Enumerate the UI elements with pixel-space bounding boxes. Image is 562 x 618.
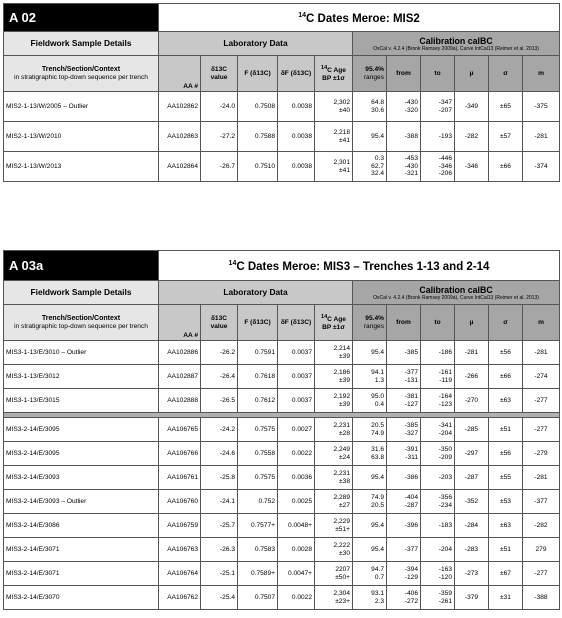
- context-cell: MIS3-2-14/E/3093 – Outlier: [4, 490, 159, 514]
- df-cell: 0.0038: [278, 152, 315, 182]
- aa-cell: AA102888: [159, 389, 201, 413]
- table-tag: A 02: [4, 4, 159, 32]
- sigma-cell: ±63: [489, 514, 523, 538]
- f-cell: 0.7618: [238, 365, 278, 389]
- m-cell: -274: [523, 365, 560, 389]
- from-cell: -377: [387, 538, 421, 562]
- sigma-cell: ±67: [489, 562, 523, 586]
- from-cell: -406 -272: [387, 586, 421, 610]
- from-column-header: from: [387, 305, 421, 341]
- df-cell: 0.0038: [278, 92, 315, 122]
- mu-cell: -346: [455, 152, 489, 182]
- m-cell: -375: [523, 92, 560, 122]
- context-cell: MIS3-1-13/E/3010 – Outlier: [4, 341, 159, 365]
- from-cell: -381 -127: [387, 389, 421, 413]
- mu-cell: -349: [455, 92, 489, 122]
- aa-cell: AA106762: [159, 586, 201, 610]
- mu-cell: -285: [455, 418, 489, 442]
- table-row: [4, 490, 560, 514]
- df-cell: 0.0037: [278, 389, 315, 413]
- sigma-cell: ±55: [489, 466, 523, 490]
- calibration-header: Calibration calBC OxCal v. 4.2.4 (Bronk Ramsey 2009a), Curve IntCal13 (Reimer et al. 2013): [353, 32, 560, 56]
- sigma-cell: ±63: [489, 389, 523, 413]
- df-cell: 0.0038: [278, 122, 315, 152]
- context-column-header: Trench/Section/Context in stratigraphic top-down sequence per trench: [4, 305, 159, 341]
- context-cell: MIS3-1-13/E/3012: [4, 365, 159, 389]
- from-cell: -453 -430 -321: [387, 152, 421, 182]
- sigma-cell: ±56: [489, 442, 523, 466]
- context-cell: MIS3-2-14/E/3093: [4, 466, 159, 490]
- age-cell: 2,304 ±23+: [315, 586, 353, 610]
- sigma-cell: ±65: [489, 92, 523, 122]
- to-cell: -350 -209: [421, 442, 455, 466]
- f-cell: 0.7583: [238, 538, 278, 562]
- mu-cell: -283: [455, 538, 489, 562]
- f-cell: 0.7577+: [238, 514, 278, 538]
- range-pct-cell: 64.8 30.6: [353, 92, 387, 122]
- table-mis2: [3, 3, 559, 182]
- d13c-cell: -24.0: [201, 92, 238, 122]
- table-row: [4, 562, 560, 586]
- d13c-cell: -25.4: [201, 586, 238, 610]
- sigma-cell: ±31: [489, 586, 523, 610]
- sigma-cell: ±66: [489, 365, 523, 389]
- f-cell: 0.7510: [238, 152, 278, 182]
- mu-column-header: μ: [455, 56, 489, 92]
- d13c-cell: -26.3: [201, 538, 238, 562]
- ranges-column-header: 95.4% ranges: [353, 305, 387, 341]
- range-pct-cell: 94.1 1.3: [353, 365, 387, 389]
- d13c-column-header: δ13C value: [201, 305, 238, 341]
- m-cell: -277: [523, 562, 560, 586]
- aa-cell: AA106766: [159, 442, 201, 466]
- m-column-header: m: [523, 305, 560, 341]
- from-cell: -386: [387, 466, 421, 490]
- range-pct-cell: 93.1 2.3: [353, 586, 387, 610]
- age-column-header: $^{14}$C Age BP ±1σ: [315, 56, 353, 92]
- mu-cell: -266: [455, 365, 489, 389]
- age-cell: 2,229 ±51+: [315, 514, 353, 538]
- age-cell: 2,186 ±39: [315, 365, 353, 389]
- table-row: [4, 341, 560, 365]
- d13c-cell: -24.1: [201, 490, 238, 514]
- m-cell: -374: [523, 152, 560, 182]
- range-pct-cell: 74.9 20.5: [353, 490, 387, 514]
- m-cell: -282: [523, 514, 560, 538]
- table-row: [4, 538, 560, 562]
- mu-cell: -287: [455, 466, 489, 490]
- age-cell: 2207 ±50+: [315, 562, 353, 586]
- f-cell: 0.7575: [238, 418, 278, 442]
- df-column-header: δF (δ13C): [278, 305, 315, 341]
- fieldwork-header: Fieldwork Sample Details: [4, 32, 159, 56]
- sigma-cell: ±57: [489, 122, 523, 152]
- age-cell: 2,231 ±38: [315, 466, 353, 490]
- f-cell: 0.7591: [238, 341, 278, 365]
- aa-cell: AA102863: [159, 122, 201, 152]
- sigma-cell: ±53: [489, 490, 523, 514]
- table-row: [4, 365, 560, 389]
- age-cell: 2,289 ±27: [315, 490, 353, 514]
- m-cell: -277: [523, 418, 560, 442]
- calibration-header: Calibration calBC OxCal v. 4.2.4 (Bronk Ramsey 2009a), Curve IntCal13 (Reimer et al. 2013): [353, 281, 560, 305]
- mu-cell: -352: [455, 490, 489, 514]
- from-cell: -391 -311: [387, 442, 421, 466]
- df-cell: 0.0028: [278, 538, 315, 562]
- to-cell: -163 -120: [421, 562, 455, 586]
- f-cell: 0.7507: [238, 586, 278, 610]
- age-cell: 2,218 ±41: [315, 122, 353, 152]
- context-cell: MIS3-2-14/E/3095: [4, 418, 159, 442]
- mu-cell: -282: [455, 122, 489, 152]
- from-cell: -394 -129: [387, 562, 421, 586]
- d13c-cell: -25.7: [201, 514, 238, 538]
- df-cell: 0.0037: [278, 365, 315, 389]
- sigma-cell: ±56: [489, 341, 523, 365]
- from-cell: -385: [387, 341, 421, 365]
- to-cell: -203: [421, 466, 455, 490]
- aa-cell: AA102886: [159, 341, 201, 365]
- from-column-header: from: [387, 56, 421, 92]
- lab-header: Laboratory Data: [159, 32, 353, 56]
- d13c-cell: -24.2: [201, 418, 238, 442]
- f-cell: 0.7589+: [238, 562, 278, 586]
- table-row: [4, 418, 560, 442]
- df-cell: 0.0022: [278, 586, 315, 610]
- to-cell: -204: [421, 538, 455, 562]
- d13c-cell: -26.7: [201, 152, 238, 182]
- table-row: [4, 586, 560, 610]
- m-cell: -281: [523, 341, 560, 365]
- context-cell: MIS3-2-14/E/3070: [4, 586, 159, 610]
- table-row: [4, 514, 560, 538]
- from-cell: -377 -131: [387, 365, 421, 389]
- table-row: [4, 466, 560, 490]
- age-cell: 2,214 ±39: [315, 341, 353, 365]
- table-title: $^{14}$C Dates Meroe: MIS2: [159, 4, 560, 32]
- sigma-column-header: σ: [489, 305, 523, 341]
- context-cell: MIS3-1-13/E/3015: [4, 389, 159, 413]
- sigma-cell: ±51: [489, 538, 523, 562]
- df-cell: 0.0037: [278, 341, 315, 365]
- context-cell: MIS2-1-13/W/2005 – Outlier: [4, 92, 159, 122]
- range-pct-cell: 95.4: [353, 538, 387, 562]
- sigma-cell: ±66: [489, 152, 523, 182]
- context-cell: MIS3-2-14/E/3071: [4, 562, 159, 586]
- from-cell: -430 -320: [387, 92, 421, 122]
- d13c-cell: -25.8: [201, 466, 238, 490]
- d13c-cell: -26.2: [201, 341, 238, 365]
- range-pct-cell: 95.4: [353, 122, 387, 152]
- d13c-cell: -25.1: [201, 562, 238, 586]
- df-cell: 0.0025: [278, 490, 315, 514]
- age-column-header: $^{14}$C Age BP ±1σ: [315, 305, 353, 341]
- d13c-column-header: δ13C value: [201, 56, 238, 92]
- aa-cell: AA106759: [159, 514, 201, 538]
- df-cell: 0.0036: [278, 466, 315, 490]
- from-cell: -396: [387, 514, 421, 538]
- mu-cell: -273: [455, 562, 489, 586]
- f-column-header: F (δ13C): [238, 305, 278, 341]
- age-cell: 2,249 ±24: [315, 442, 353, 466]
- m-cell: 279: [523, 538, 560, 562]
- f-cell: 0.7508: [238, 92, 278, 122]
- m-cell: -279: [523, 442, 560, 466]
- aa-cell: AA106763: [159, 538, 201, 562]
- age-cell: 2,301 ±41: [315, 152, 353, 182]
- aa-cell: AA106764: [159, 562, 201, 586]
- table-tag: A 03a: [4, 251, 159, 281]
- range-pct-cell: 95.4: [353, 341, 387, 365]
- m-cell: -281: [523, 122, 560, 152]
- context-cell: MIS2-1-13/W/2013: [4, 152, 159, 182]
- f-cell: 0.752: [238, 490, 278, 514]
- d13c-cell: -24.6: [201, 442, 238, 466]
- from-cell: -385 -327: [387, 418, 421, 442]
- table-mis3: [3, 250, 559, 610]
- age-cell: 2,231 ±28: [315, 418, 353, 442]
- df-column-header: δF (δ13C): [278, 56, 315, 92]
- aa-cell: AA106761: [159, 466, 201, 490]
- context-cell: MIS3-2-14/E/3095: [4, 442, 159, 466]
- to-column-header: to: [421, 56, 455, 92]
- m-column-header: m: [523, 56, 560, 92]
- ranges-column-header: 95.4% ranges: [353, 56, 387, 92]
- m-cell: -388: [523, 586, 560, 610]
- d13c-cell: -27.2: [201, 122, 238, 152]
- age-cell: 2,192 ±39: [315, 389, 353, 413]
- sigma-cell: ±51: [489, 418, 523, 442]
- to-cell: -186: [421, 341, 455, 365]
- context-cell: MIS3-2-14/E/3071: [4, 538, 159, 562]
- m-cell: -277: [523, 389, 560, 413]
- range-pct-cell: 0.3 62.7 32.4: [353, 152, 387, 182]
- context-cell: MIS3-2-14/E/3086: [4, 514, 159, 538]
- aa-cell: AA106765: [159, 418, 201, 442]
- mu-cell: -284: [455, 514, 489, 538]
- m-cell: -281: [523, 466, 560, 490]
- table-row: [4, 92, 560, 122]
- table-title: $^{14}$C Dates Meroe: MIS3 – Trenches 1-13 and 2-14: [159, 251, 560, 281]
- age-cell: 2,302 ±40: [315, 92, 353, 122]
- range-pct-cell: 95.4: [353, 514, 387, 538]
- df-cell: 0.0048+: [278, 514, 315, 538]
- age-cell: 2,222 ±30: [315, 538, 353, 562]
- mu-cell: -270: [455, 389, 489, 413]
- df-cell: 0.0047+: [278, 562, 315, 586]
- table-row: [4, 122, 560, 152]
- to-column-header: to: [421, 305, 455, 341]
- f-column-header: F (δ13C): [238, 56, 278, 92]
- aa-cell: AA106760: [159, 490, 201, 514]
- mu-cell: -281: [455, 341, 489, 365]
- table-row: [4, 389, 560, 413]
- from-cell: -388: [387, 122, 421, 152]
- to-cell: -193: [421, 122, 455, 152]
- table-row: [4, 152, 560, 182]
- context-cell: MIS2-1-13/W/2010: [4, 122, 159, 152]
- aa-cell: AA102862: [159, 92, 201, 122]
- m-cell: -377: [523, 490, 560, 514]
- to-cell: -446 -346 -206: [421, 152, 455, 182]
- f-cell: 0.7558: [238, 442, 278, 466]
- range-pct-cell: 95.4: [353, 466, 387, 490]
- d13c-cell: -26.5: [201, 389, 238, 413]
- mu-column-header: μ: [455, 305, 489, 341]
- to-cell: -347 -207: [421, 92, 455, 122]
- to-cell: -341 -204: [421, 418, 455, 442]
- to-cell: -356 -234: [421, 490, 455, 514]
- context-column-header: Trench/Section/Context in stratigraphic top-down sequence per trench: [4, 56, 159, 92]
- from-cell: -404 -287: [387, 490, 421, 514]
- range-pct-cell: 31.6 63.8: [353, 442, 387, 466]
- range-pct-cell: 20.5 74.9: [353, 418, 387, 442]
- to-cell: -164 -123: [421, 389, 455, 413]
- mu-cell: -379: [455, 586, 489, 610]
- table-row: [4, 442, 560, 466]
- lab-header: Laboratory Data: [159, 281, 353, 305]
- f-cell: 0.7588: [238, 122, 278, 152]
- aa-column-header: AA #: [159, 56, 201, 92]
- to-cell: -183: [421, 514, 455, 538]
- to-cell: -359 -261: [421, 586, 455, 610]
- sigma-column-header: σ: [489, 56, 523, 92]
- mu-cell: -297: [455, 442, 489, 466]
- f-cell: 0.7575: [238, 466, 278, 490]
- d13c-cell: -26.4: [201, 365, 238, 389]
- fieldwork-header: Fieldwork Sample Details: [4, 281, 159, 305]
- df-cell: 0.0027: [278, 418, 315, 442]
- range-pct-cell: 94.7 0.7: [353, 562, 387, 586]
- aa-cell: AA102864: [159, 152, 201, 182]
- to-cell: -161 -119: [421, 365, 455, 389]
- df-cell: 0.0022: [278, 442, 315, 466]
- range-pct-cell: 95.0 0.4: [353, 389, 387, 413]
- aa-cell: AA102887: [159, 365, 201, 389]
- aa-column-header: AA #: [159, 305, 201, 341]
- f-cell: 0.7612: [238, 389, 278, 413]
